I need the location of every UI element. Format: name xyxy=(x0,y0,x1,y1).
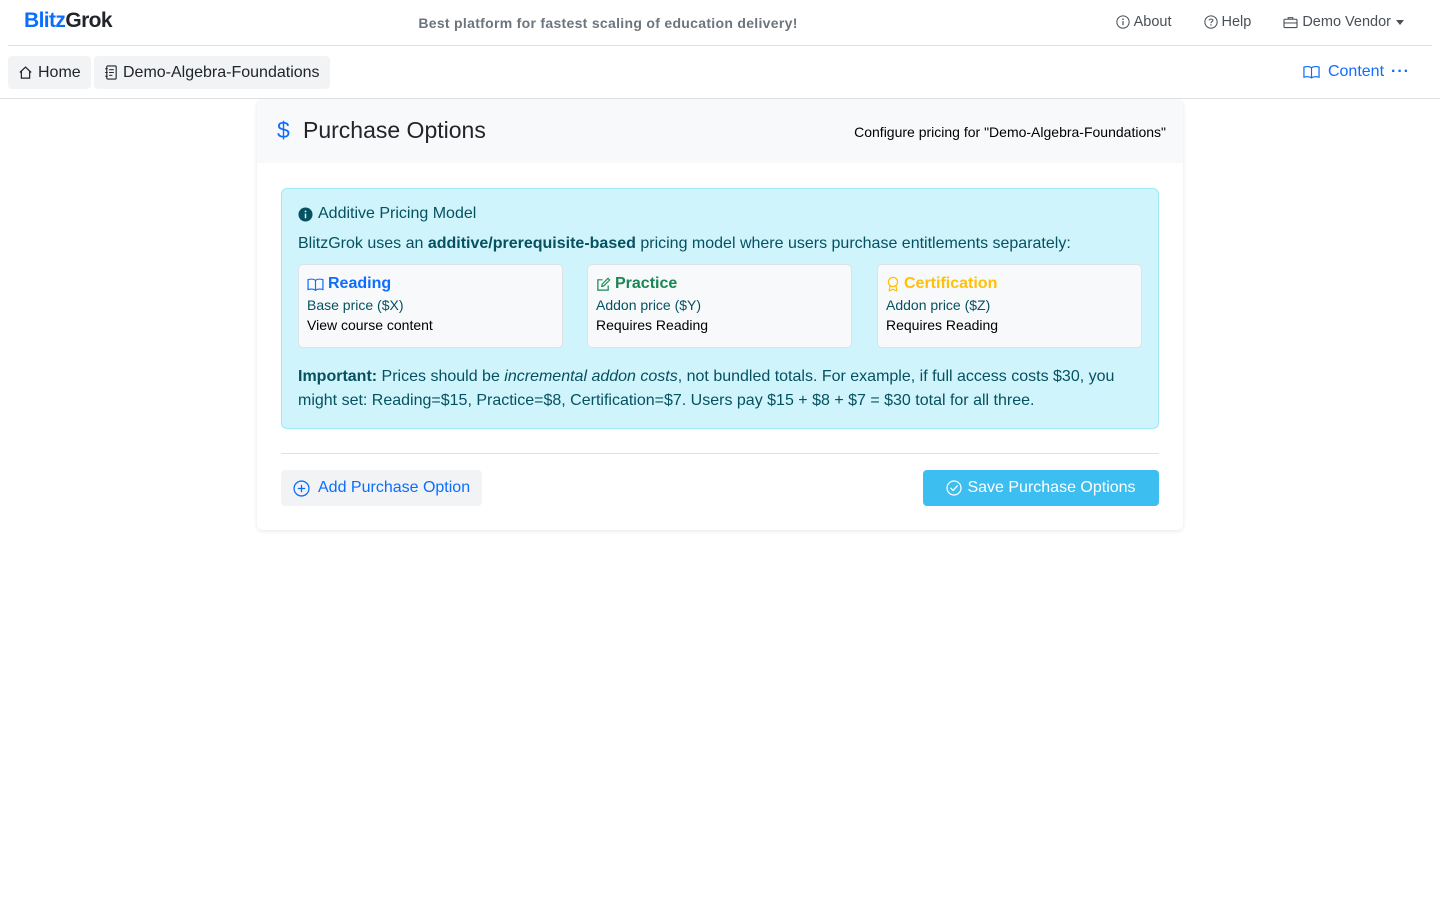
tier-name: Reading xyxy=(328,275,392,292)
breadcrumb-home[interactable] xyxy=(8,56,91,89)
tier-card-certification xyxy=(877,264,1142,348)
tier-head-practice xyxy=(596,275,843,293)
alert-intro-post: pricing model where users purchase entitlements separately: xyxy=(635,235,1071,252)
alert-title xyxy=(298,205,476,223)
important-post: , not bundled totals. For example, if full access costs $30, you might set: Reading=$15, Practice=$8, Certification=$7. Users pay $15 + $8 + $7 = $30 total for all three. xyxy=(298,368,1115,409)
save-purchase-options-label: Save Purchase Options xyxy=(967,479,1136,496)
breadcrumb-course-label: Demo-Algebra-Foundations xyxy=(123,63,320,81)
vendor-dropdown[interactable] xyxy=(1283,14,1404,30)
tier-card-reading xyxy=(298,264,563,348)
alert-intro-pre: BlitzGrok uses an xyxy=(298,235,428,252)
tier-card-practice xyxy=(587,264,852,348)
question-circle-icon xyxy=(1204,15,1218,29)
help-label: Help xyxy=(1221,14,1252,30)
plus-circle-icon xyxy=(293,480,310,497)
tagline: Best platform for fastest scaling of education delivery! xyxy=(418,15,798,31)
book-icon xyxy=(1303,65,1320,79)
important-italic: incremental addon costs xyxy=(504,368,678,385)
breadcrumb-home-label: Home xyxy=(38,63,81,81)
tier-price: Addon price ($Z) xyxy=(886,297,991,313)
about-link[interactable] xyxy=(1116,14,1172,30)
alert-intro xyxy=(298,235,1071,253)
tier-note: Requires Reading xyxy=(596,317,709,333)
journal-text-icon xyxy=(104,65,118,80)
alert-intro-bold: additive/prerequisite-based xyxy=(427,235,636,252)
dollar-icon: $ xyxy=(277,117,290,143)
content-menu[interactable] xyxy=(1303,63,1410,81)
three-dots-icon: ··· xyxy=(1391,63,1410,80)
house-icon xyxy=(18,65,33,80)
check-circle-icon xyxy=(946,480,962,496)
pricing-model-alert xyxy=(281,188,1159,429)
tier-name: Certification xyxy=(904,275,998,292)
award-icon xyxy=(886,276,900,292)
add-purchase-option-label: Add Purchase Option xyxy=(318,479,471,496)
breadcrumb-course[interactable] xyxy=(94,56,330,89)
important-pre: Prices should be xyxy=(377,368,505,385)
vendor-label: Demo Vendor xyxy=(1302,14,1391,30)
top-nav xyxy=(1084,14,1404,30)
breadcrumb xyxy=(0,46,1440,99)
tier-price: Addon price ($Y) xyxy=(596,297,702,313)
card-header xyxy=(257,100,1183,163)
tier-note: View course content xyxy=(307,317,433,333)
divider xyxy=(281,453,1159,454)
brand-part-blitz: Blitz xyxy=(24,9,66,32)
important-label: Important: xyxy=(298,368,378,385)
tier-name: Practice xyxy=(615,275,678,292)
briefcase-icon xyxy=(1283,16,1298,29)
page-title: Purchase Options xyxy=(303,117,486,143)
tier-price: Base price ($X) xyxy=(307,297,404,313)
tier-head-reading xyxy=(307,275,554,293)
help-link[interactable] xyxy=(1204,14,1252,30)
purchase-options-card xyxy=(257,100,1183,530)
brand-part-grok: Grok xyxy=(65,9,112,32)
important-note xyxy=(298,365,1148,413)
save-purchase-options-button[interactable] xyxy=(923,470,1159,506)
card-subtitle: Configure pricing for "Demo-Algebra-Foundations" xyxy=(854,124,1166,140)
alert-title-text: Additive Pricing Model xyxy=(318,205,477,222)
content-label: Content xyxy=(1327,63,1385,80)
tier-note: Requires Reading xyxy=(886,317,999,333)
add-purchase-option-button[interactable] xyxy=(281,470,482,506)
info-circle-fill-icon xyxy=(298,207,313,222)
caret-down-icon xyxy=(1396,20,1404,25)
tier-head-certification xyxy=(886,275,1133,293)
book-icon xyxy=(307,278,324,291)
top-navbar xyxy=(8,0,1432,46)
about-label: About xyxy=(1133,14,1172,30)
pencil-square-icon xyxy=(596,277,611,292)
info-circle-icon xyxy=(1116,15,1130,29)
